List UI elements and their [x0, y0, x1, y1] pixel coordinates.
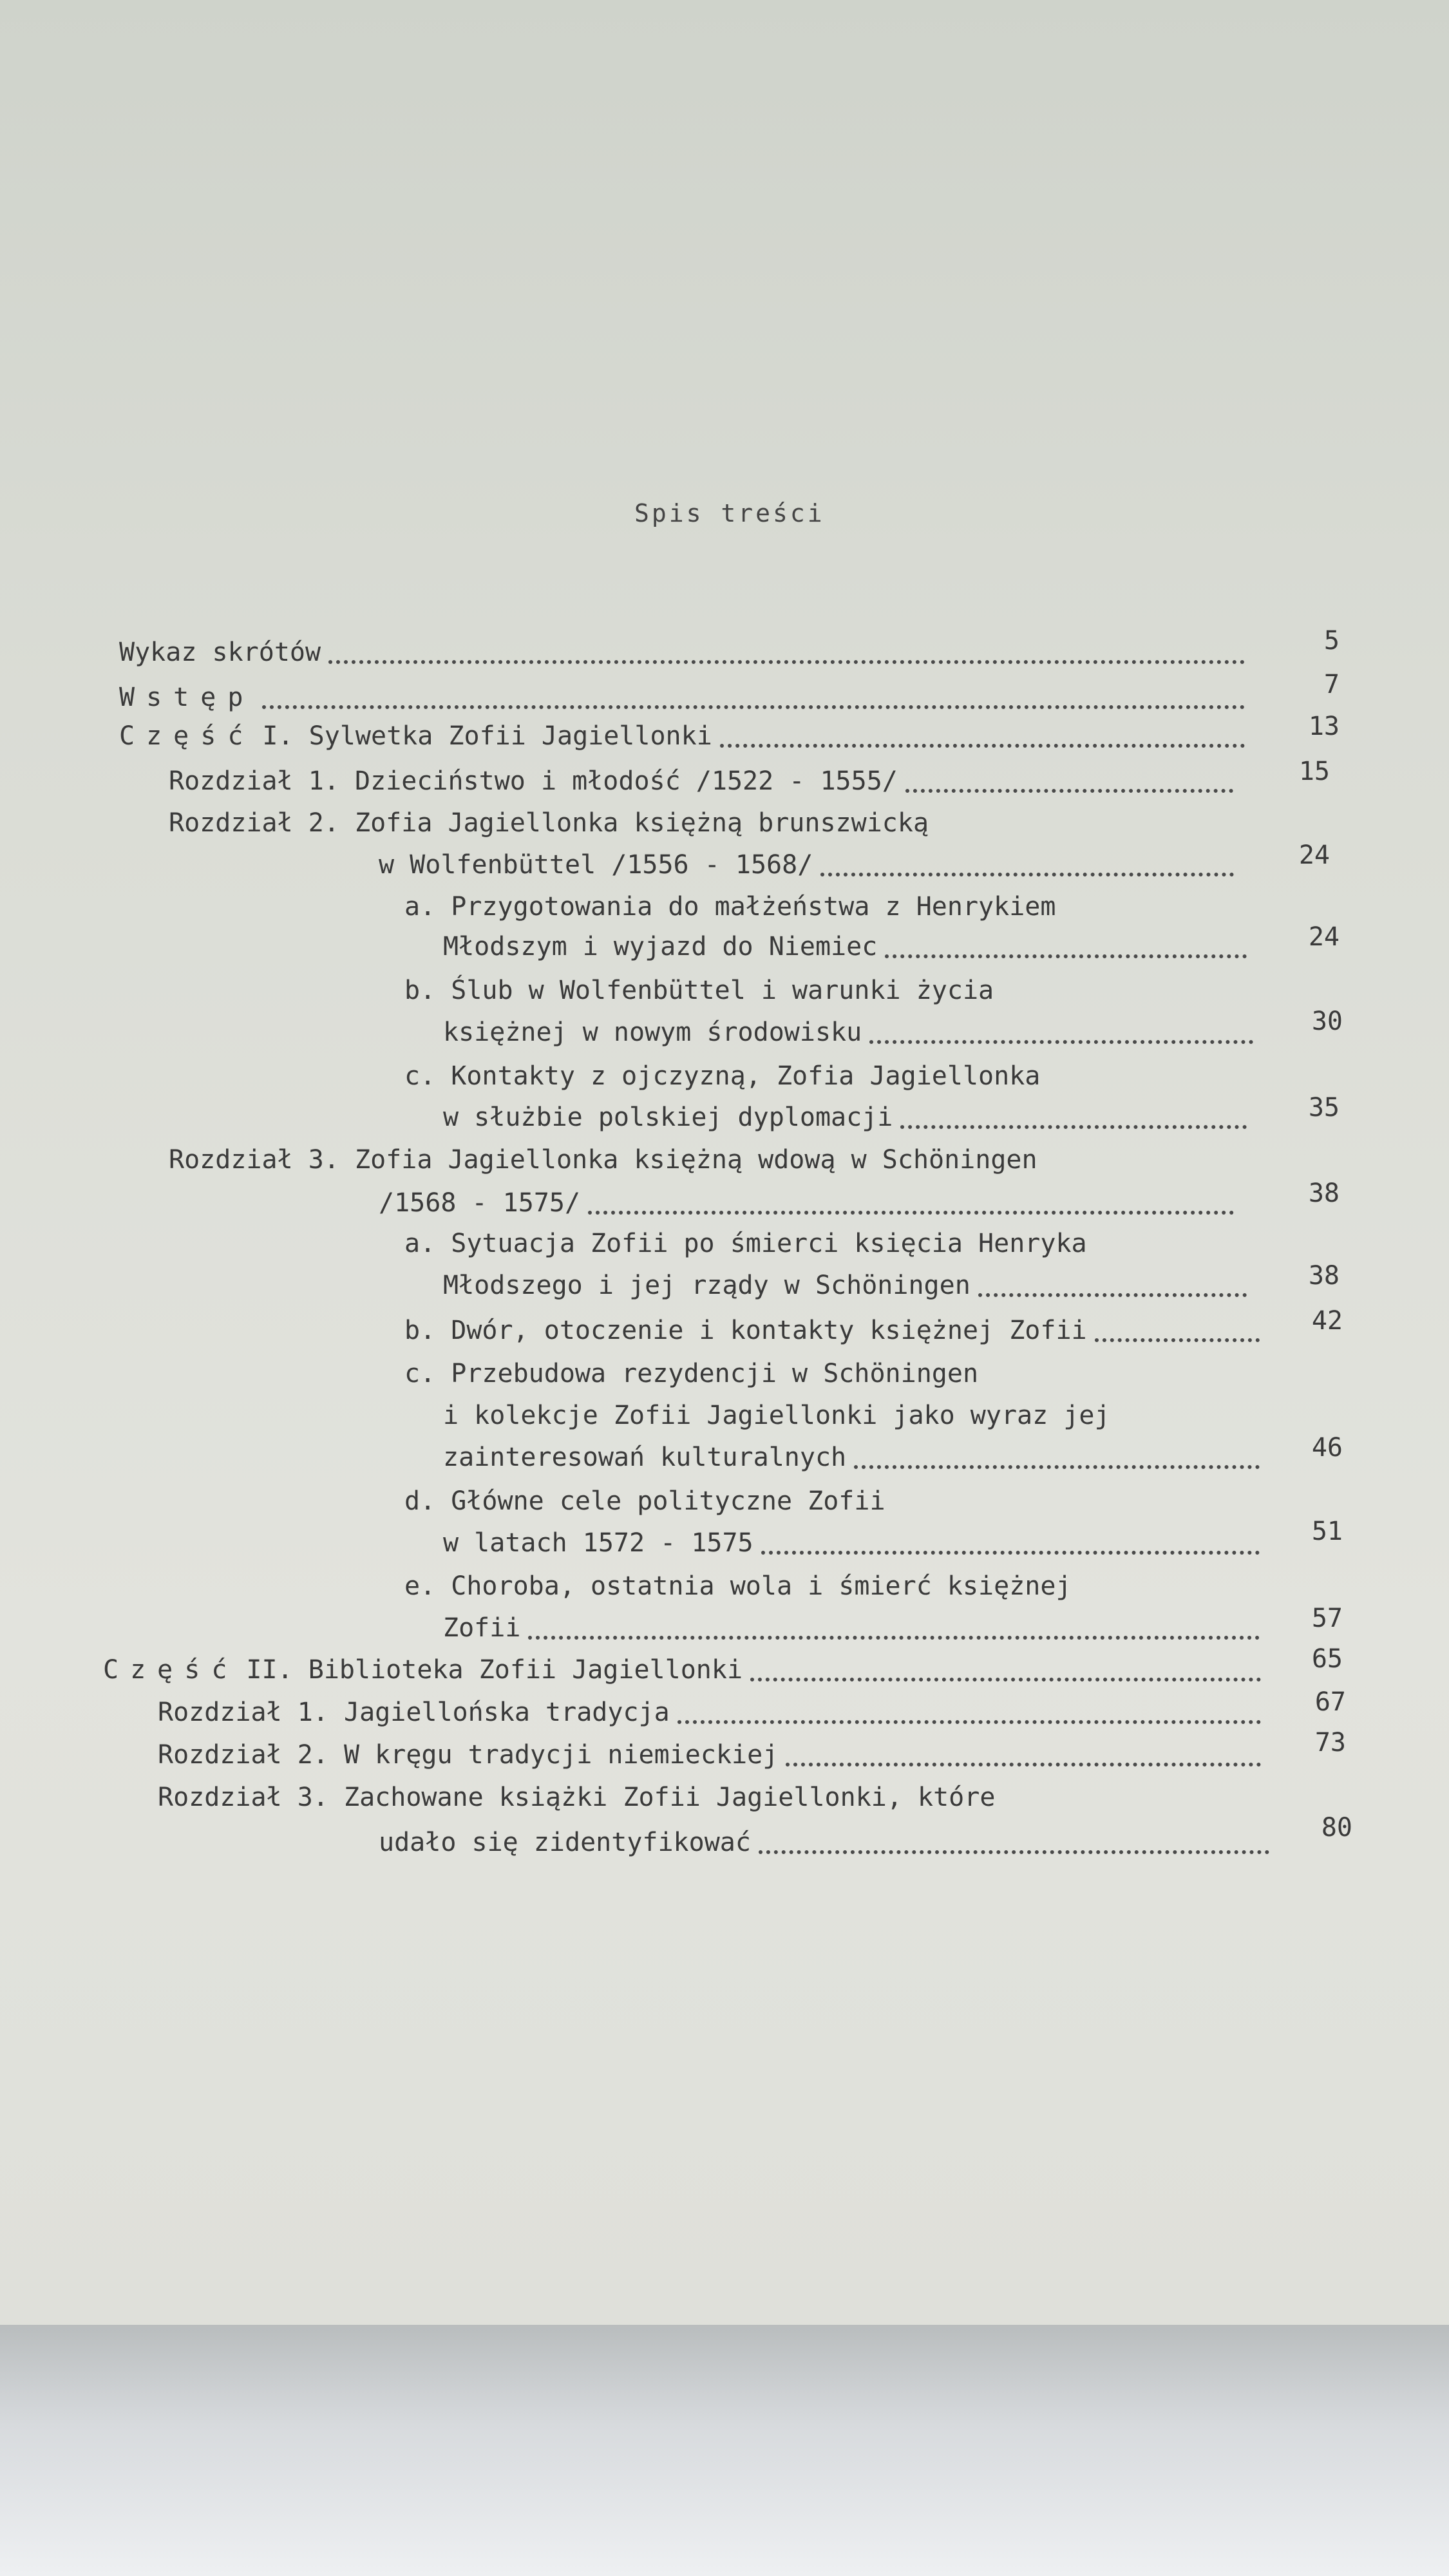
toc-entry-line: [404, 1571, 1242, 1610]
toc-entry-label: zainteresowań kulturalnych: [443, 1443, 847, 1472]
leader-dots: [1095, 1338, 1260, 1342]
toc-entry-label: Rozdział 3. Zofia Jagiellonka księżną wdową w Schöningen: [169, 1145, 1037, 1175]
toc-entry-label: b. Dwór, otoczenie i kontakty księżnej Zofii: [404, 1316, 1087, 1345]
toc-entry-label: Rozdział 1. Dzieciństwo i młodość /1522 - 1555/: [169, 766, 898, 796]
toc-entry-label: Młodszego i jej rządy w Schöningen: [443, 1271, 971, 1300]
leader-dots: [262, 705, 1245, 709]
toc-entry: [119, 638, 1253, 676]
toc-page-number: 13: [1308, 712, 1340, 741]
leader-dots: [677, 1720, 1261, 1724]
toc-entry-label: I. Sylwetka Zofii Jagiellonki: [262, 721, 712, 751]
toc-page-number: 30: [1311, 1007, 1343, 1036]
toc-entry-label: Wstęp: [119, 683, 255, 712]
toc-entry: [158, 1698, 1269, 1736]
toc-page-number: 15: [1298, 757, 1330, 786]
toc-entry-line: [404, 1486, 1242, 1525]
leader-dots: [328, 660, 1245, 664]
toc-page-number: 38: [1308, 1179, 1340, 1208]
toc-entry-line: [158, 1783, 1269, 1821]
leader-dots: [759, 1850, 1269, 1854]
toc-entry-line: [404, 892, 1242, 931]
leader-dots: [761, 1551, 1260, 1555]
toc-page-number: 80: [1321, 1813, 1352, 1842]
toc-entry-label: Młodszym i wyjazd do Niemiec: [443, 932, 878, 961]
toc-page-number: 73: [1314, 1728, 1346, 1757]
toc-entry-label: w Wolfenbüttel /1556 - 1568/: [379, 850, 813, 880]
toc-page-number: 38: [1308, 1261, 1340, 1291]
toc-entry-label: c. Kontakty z ojczyzną, Zofia Jagiellonka: [404, 1061, 1041, 1091]
toc-entry-label: a. Przygotowania do małżeństwa z Henrykiem: [404, 892, 1056, 922]
toc-entry-line: [404, 1359, 1242, 1397]
toc-page-number: 7: [1323, 670, 1340, 699]
toc-page-number: 5: [1323, 626, 1340, 656]
toc-entry-label: b. Ślub w Wolfenbüttel i warunki życia: [404, 976, 994, 1005]
toc-entry-label: Rozdział 2. Zofia Jagiellonka księżną brunszwicką: [169, 808, 929, 838]
leader-dots: [885, 954, 1247, 958]
toc-entry: [443, 1103, 1255, 1141]
toc-entry-label: w służbie polskiej dyplomacji: [443, 1103, 893, 1132]
toc-entry-line: [404, 1061, 1242, 1100]
toc-entry-label: Rozdział 2. W kręgu tradycji niemieckiej: [158, 1740, 779, 1770]
toc-entry-label: księżnej w nowym środowisku: [443, 1018, 862, 1047]
leader-dots: [528, 1636, 1260, 1640]
toc-page-number: 46: [1311, 1433, 1343, 1463]
toc-entry: [443, 1528, 1267, 1567]
leader-dots: [750, 1678, 1261, 1681]
leader-dots: [900, 1125, 1247, 1129]
toc-entry: [158, 1740, 1269, 1779]
toc-entry-label: Wykaz skrótów: [119, 638, 321, 667]
leader-dots: [786, 1763, 1261, 1766]
leader-dots: [978, 1293, 1247, 1297]
toc-page-number: 65: [1311, 1644, 1343, 1674]
toc-entry-label: a. Sytuacja Zofii po śmierci księcia Henryka: [404, 1229, 1087, 1258]
background-surface: [0, 2325, 1449, 2576]
toc-entry-label: c. Przebudowa rezydencji w Schöningen: [404, 1359, 979, 1388]
toc-entry: [119, 683, 1253, 721]
toc-entry-label: e. Choroba, ostatnia wola i śmierć księżnej: [404, 1571, 1072, 1601]
toc-entry-label: d. Główne cele polityczne Zofii: [404, 1486, 886, 1516]
toc-entry: [379, 1188, 1242, 1227]
toc-page-number: 24: [1308, 922, 1340, 952]
toc-entry-label: udało się zidentyfikować: [379, 1828, 751, 1857]
leader-dots: [588, 1211, 1234, 1215]
toc-entry-label: i kolekcje Zofii Jagiellonki jako wyraz jej: [443, 1401, 1110, 1430]
toc-entry-label: Rozdział 3. Zachowane książki Zofii Jagiellonki, które: [158, 1783, 996, 1812]
toc-entry: [379, 850, 1242, 889]
toc-entry: [443, 932, 1255, 971]
toc-page-number: 57: [1311, 1604, 1343, 1633]
toc-entry-label: /1568 - 1575/: [379, 1188, 581, 1218]
leader-dots: [869, 1040, 1253, 1044]
toc-entry: [443, 1443, 1267, 1481]
toc-entry-label: Zofii: [443, 1613, 521, 1643]
leader-dots: [820, 873, 1234, 876]
toc-page-number: 42: [1311, 1306, 1343, 1336]
toc-page-number: 51: [1311, 1517, 1343, 1546]
toc-entry: [443, 1018, 1261, 1056]
toc-entry-label: II. Biblioteka Zofii Jagiellonki: [246, 1655, 743, 1685]
toc-entry-line: [404, 1229, 1242, 1267]
toc-entry-line: [169, 1145, 1264, 1184]
toc-entry: [404, 1316, 1267, 1354]
toc-page-number: 24: [1298, 840, 1330, 870]
toc-page-number: 67: [1314, 1687, 1346, 1717]
leader-dots: [720, 744, 1245, 748]
toc-page-number: 35: [1308, 1093, 1340, 1122]
toc-entry: [443, 1271, 1255, 1309]
toc-entry-line: [404, 976, 1242, 1014]
toc-entry-line: [443, 1401, 1280, 1439]
toc-title: Spis treści: [634, 499, 825, 527]
toc-entry-label: Rozdział 1. Jagiellońska tradycja: [158, 1698, 670, 1727]
leader-dots: [905, 789, 1233, 793]
toc-entry-label: w latach 1572 - 1575: [443, 1528, 753, 1558]
toc-entry: [119, 721, 1253, 760]
toc-entry: [103, 1655, 1269, 1694]
toc-entry-line: [169, 808, 1241, 847]
toc-entry: [379, 1828, 1277, 1866]
toc-entry: [443, 1613, 1267, 1652]
toc-entry: [169, 766, 1241, 805]
toc-entry-label: Część: [119, 721, 255, 751]
leader-dots: [854, 1465, 1260, 1469]
toc-entry-label: Część: [103, 1655, 239, 1685]
